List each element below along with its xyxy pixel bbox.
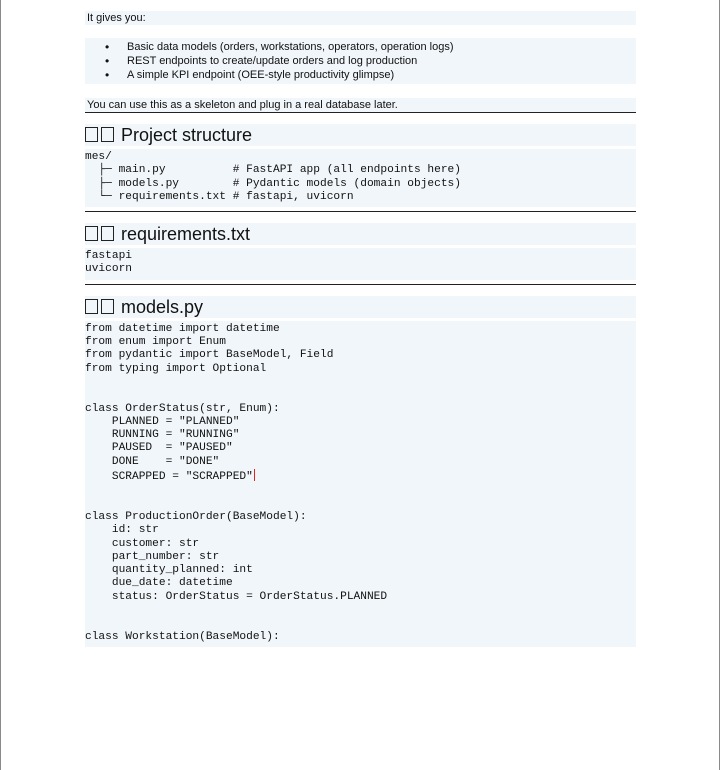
list-item: • REST endpoints to create/update orders and log production: [85, 54, 636, 68]
missing-glyph-icon: [85, 224, 117, 244]
missing-glyph-icon: [85, 297, 117, 317]
skeleton-note: You can use this as a skeleton and plug in a real database later.: [85, 98, 636, 112]
code-text-part: from datetime import datetime from enum import Enum from pydantic import BaseModel, Field from typing import Optional class OrderStatus(str, Enum): PLANNED = "PLANNED" RUNNING = "RUNNING" PAUSED = "PAUSED" DONE = "DONE" SCRAPPED = "SCRAPPED": [85, 322, 334, 484]
text-cursor: [254, 469, 255, 481]
horizontal-rule: [85, 284, 636, 285]
code-block-models[interactable]: [85, 321, 636, 647]
code-block-project-structure: mes/ ├─ main.py # FastAPI app (all endpoints here) ├─ models.py # Pydantic models (domain objects) └─ requirements.txt # fastapi, uvicorn: [85, 149, 636, 207]
missing-glyph-icon: [85, 125, 117, 145]
section-heading-models: [85, 296, 636, 318]
section-heading-text: requirements.txt: [121, 224, 251, 245]
code-block-requirements: fastapi uvicorn: [85, 248, 636, 280]
intro-paragraph: It gives you:: [85, 11, 636, 25]
page-edge-left: [0, 0, 1, 770]
horizontal-rule: [85, 211, 636, 212]
code-text-part: class ProductionOrder(BaseModel): id: str customer: str part_number: str quantity_planned: int due_date: datetime status: OrderStatus = OrderStatus.PLANNED class Workstation(BaseModel):: [85, 510, 388, 643]
list-item: • A simple KPI endpoint (OEE-style productivity glimpse): [85, 68, 636, 82]
section-heading-requirements: [85, 223, 636, 245]
section-heading-project-structure: [85, 124, 636, 146]
list-item: • Basic data models (orders, workstations, operators, operation logs): [85, 40, 636, 54]
horizontal-rule: [85, 112, 636, 113]
section-heading-text: Project structure: [121, 125, 253, 145]
feature-list: [85, 38, 636, 84]
document-page: [85, 0, 636, 647]
section-heading-text: models.py: [121, 296, 204, 317]
